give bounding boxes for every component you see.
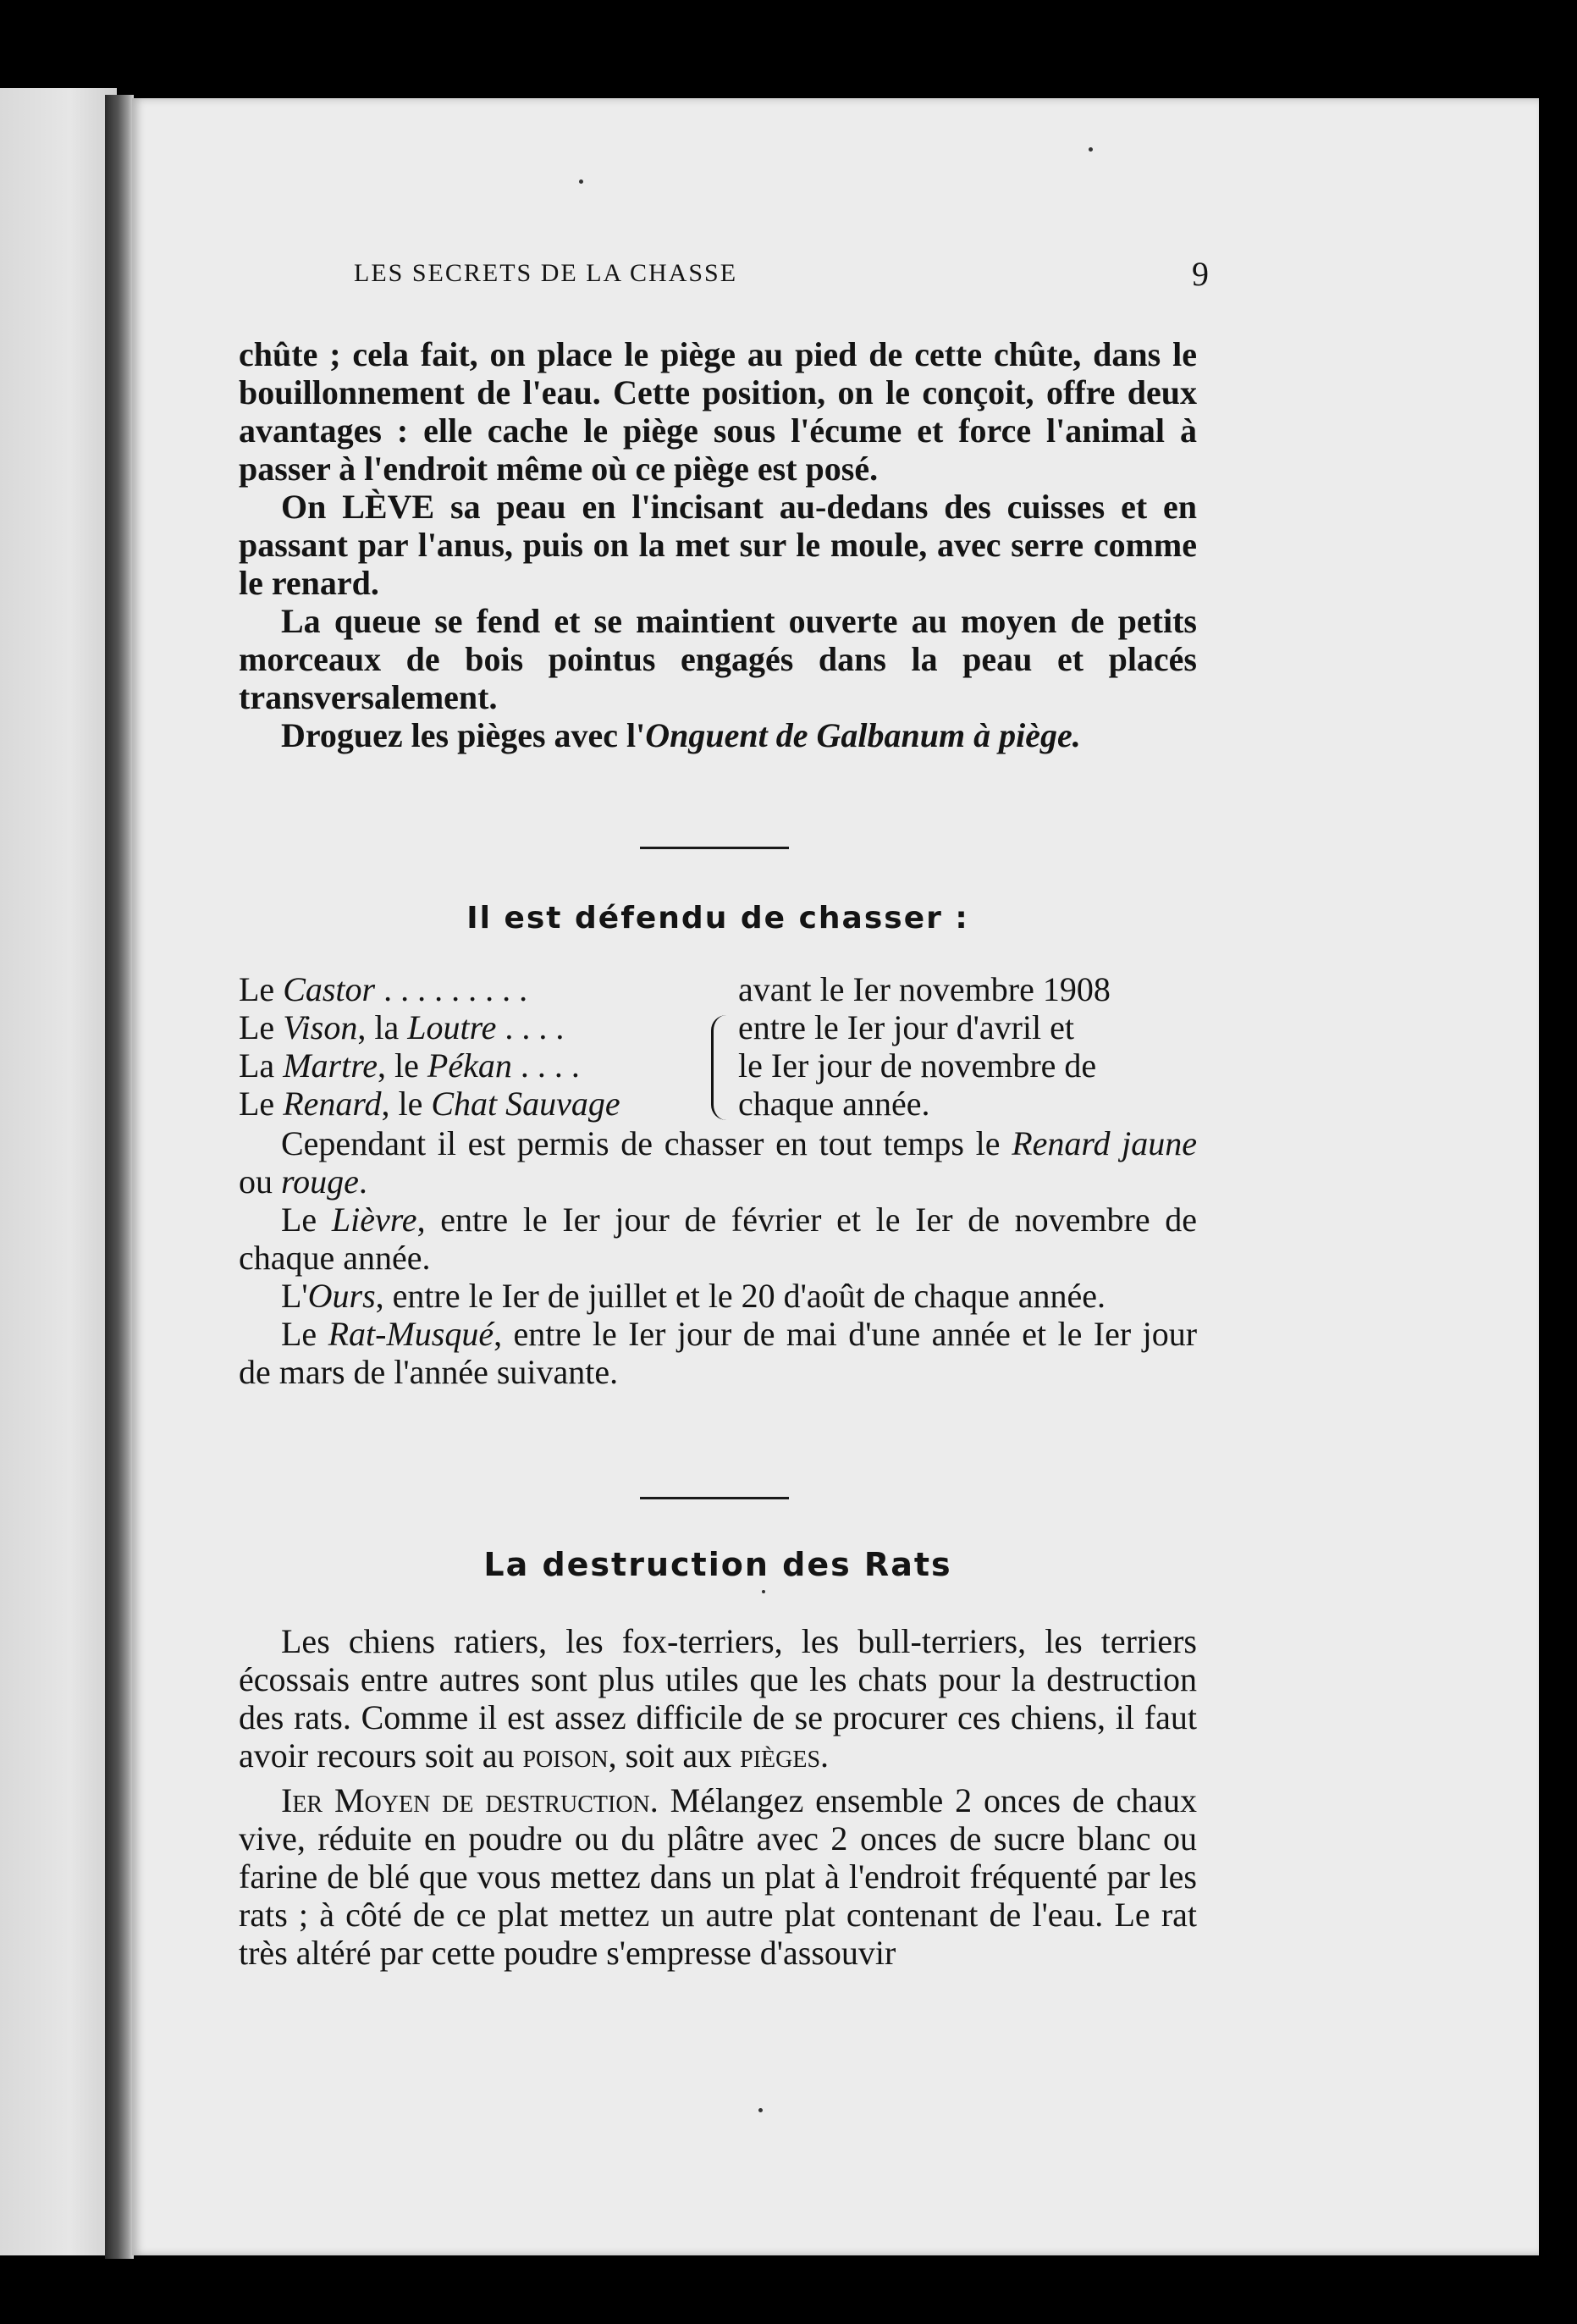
ours-paragraph: L'Ours, entre le Ier de juillet et le 20 d'août de chaque année.	[281, 1277, 1106, 1315]
running-header	[354, 255, 1209, 293]
queue-paragraph: La queue se fend et se maintient ouverte au moyen de petits morceaux de bois pointus engagés dans la peau et placés transversalement.	[239, 602, 1197, 716]
table-row: La Martre, le Pékan . . . . le Ier jour de novembre de	[239, 1046, 1097, 1085]
speck	[1089, 147, 1093, 152]
hunting-text-block	[239, 1124, 1197, 1391]
section-title-hunting-ban: Il est défendu de chasser :	[466, 901, 969, 936]
rats-paragraph-1: Les chiens ratiers, les fox-terriers, les bull-terriers, les terriers écossais entre autres sont plus utiles que les chats pour la destruction des rats. Comme il est assez difficile de se procurer ces chiens, il faut avoir recours soit au poison, soit aux pièges.	[239, 1622, 1197, 1775]
book-gutter	[105, 95, 134, 2259]
onguent-name: Onguent de Galbanum à piège.	[645, 716, 1081, 754]
leve-paragraph: On LÈVE sa peau en l'incisant au-dedans des cuisses et en passant par l'anus, puis on la met sur le moule, avec serre comme le renard.	[239, 488, 1198, 602]
section-divider	[640, 1497, 789, 1499]
trap-text-block	[239, 335, 1197, 754]
table-row: Le Vison, la Loutre . . . . entre le Ier jour d'avril et	[239, 1008, 1075, 1046]
table-row: Le Castor . . . . . . . . . avant le Ier novembre 1908	[239, 970, 1111, 1008]
page-number: 9	[1192, 255, 1209, 293]
rats-paragraph-2: Ier Moyen de destruction. Mélangez ensemble 2 onces de chaux vive, réduite en poudre ou du plâtre avec 2 onces de sucre blanc ou farine de blé que vous mettez dans un plat à l'endroit fréquenté par les rats ; à côté de ce plat mettez un autre plat contenant de l'eau. Le rat très altéré par cette poudre s'empresse d'assouvir	[239, 1781, 1197, 1972]
hunting-season-table	[239, 970, 1197, 1123]
speck	[758, 2108, 763, 2112]
speck	[579, 179, 583, 184]
table-row: Le Renard, le Chat Sauvage chaque année.	[239, 1085, 930, 1123]
rats-text-block	[239, 1622, 1197, 1972]
intro-paragraph: chûte ; cela fait, on place le piège au pied de cette chûte, dans le bouillonnement de l'eau. Cette position, on le conçoit, offre deux avantages : elle cache le piège sous l'écume et force l'animal à passer à l'endroit même où ce piège est posé.	[239, 335, 1197, 488]
cependant-paragraph: Cependant il est permis de chasser en tout temps le Renard jaune ou rouge.	[239, 1124, 1197, 1201]
facing-page-edge	[0, 88, 117, 2255]
running-title: LES SECRETS DE LA CHASSE	[354, 259, 738, 287]
section-title-rats: La destruction des Rats	[483, 1546, 952, 1583]
speck	[762, 1590, 765, 1593]
leve-keyword: LÈVE	[342, 488, 435, 526]
section-divider	[640, 847, 789, 849]
rat-musque-paragraph: Le Rat-Musqué, entre le Ier jour de mai d'une année et le Ier jour de mars de l'année suivante.	[239, 1315, 1198, 1391]
brace-icon	[711, 1015, 734, 1120]
droguez-paragraph: Droguez les pièges avec l'Onguent de Galbanum à piège.	[281, 716, 1081, 754]
lievre-paragraph: Le Lièvre, entre le Ier jour de février et le Ier de novembre de chaque année.	[239, 1201, 1198, 1277]
